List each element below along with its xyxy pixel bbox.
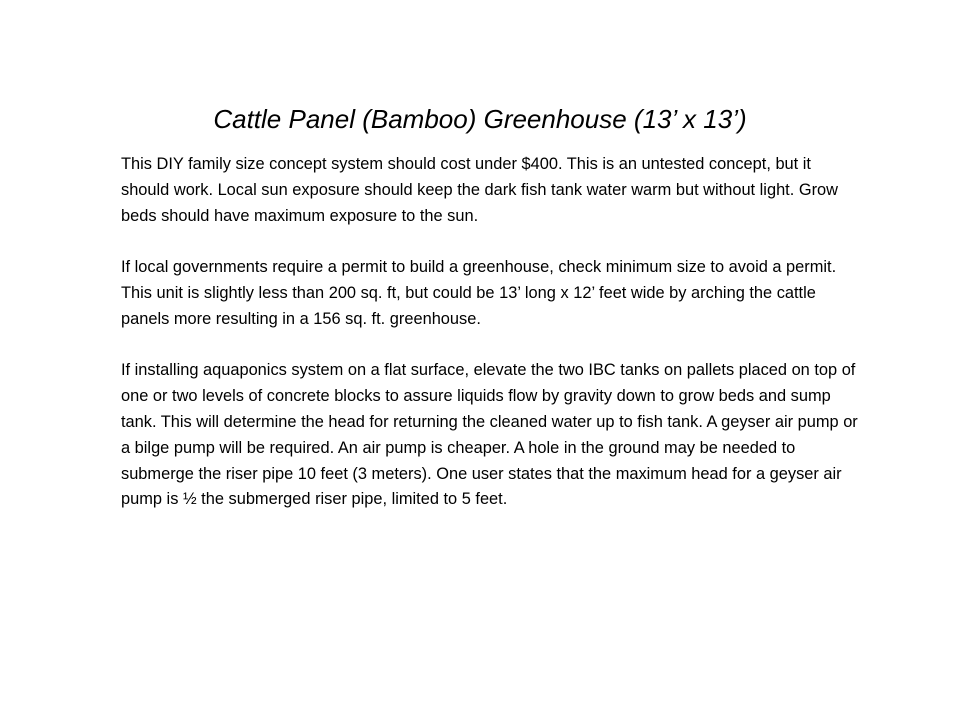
paragraph-installation-notes: If installing aquaponics system on a flat surface, elevate the two IBC tanks on pallets placed on top of one or two levels of concrete blocks to assure liquids flow by gravity down to grow beds and sump tank. This will determine the head for returning the cleaned water up to fish tank. A geyser air pump or a bilge pump will be required. An air pump is cheaper. A hole in the ground may be needed to submerge the riser pipe 10 feet (3 meters). One user states that the maximum head for a geyser air pump is ½ the submerged riser pipe, limited to 5 feet. — [121, 361, 858, 509]
paragraph-permit-info: If local governments require a permit to build a greenhouse, check minimum size to avoid a permit. This unit is slightly less than 200 sq. ft, but could be 13’ long x 12’ feet wide by arching the cattle panels more resulting in a 156 sq. ft. greenhouse. — [121, 258, 837, 328]
paragraph-cost-overview: This DIY family size concept system should cost under $400. This is an untested concept, but it should work. Local sun exposure should keep the dark fish tank water warm but without light. Grow beds should have maximum exposure to the sun. — [121, 155, 839, 225]
slide-title: Cattle Panel (Bamboo) Greenhouse (13’ x 13’) — [213, 104, 747, 134]
slide-body — [121, 152, 861, 513]
